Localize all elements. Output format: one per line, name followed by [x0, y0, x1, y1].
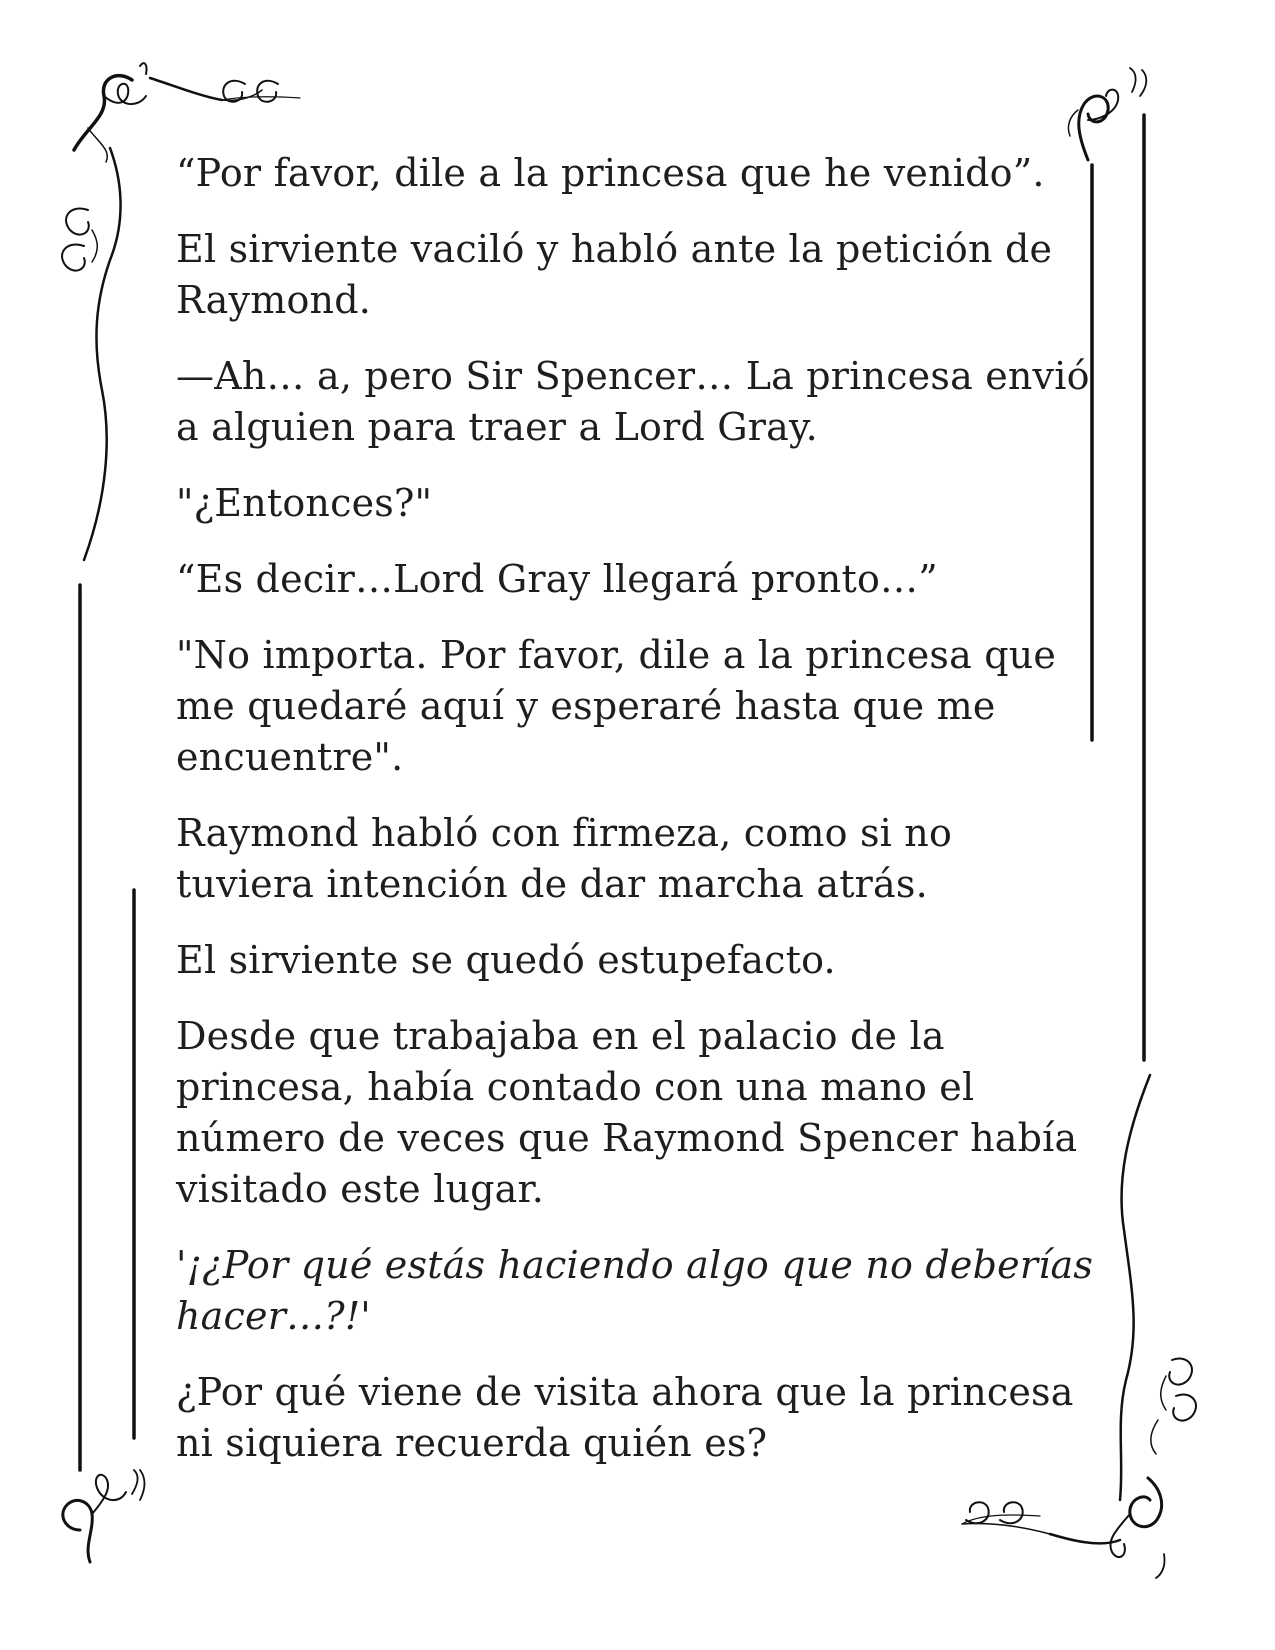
left-swirl-icon	[62, 209, 97, 271]
story-paragraph: "No importa. Por favor, dile a la princesa que me quedaré aquí y esperaré hasta que me encuentre".	[176, 633, 1057, 779]
story-paragraph: “Es decir…Lord Gray llegará pronto…”	[176, 557, 938, 601]
story-paragraph: —Ah… a, pero Sir Spencer… La princesa envió a alguien para traer a Lord Gray.	[176, 354, 1090, 449]
story-paragraph: El sirviente vaciló y habló ante la petición de Raymond.	[176, 227, 1053, 322]
top-right-flourish-icon	[1068, 68, 1146, 160]
italic-thought-paragraph: '¡¿Por qué estás haciendo algo que no deberías hacer…?!'	[176, 1243, 1094, 1338]
left-upper-curve	[84, 148, 121, 560]
story-paragraph: “Por favor, dile a la princesa que he venido”.	[176, 151, 1045, 195]
bottom-left-flourish-icon	[63, 1470, 145, 1562]
right-lower-curve	[1120, 1075, 1150, 1500]
right-swirl-icon	[1151, 1359, 1196, 1454]
story-paragraph: ¿Por qué viene de visita ahora que la princesa ni siquiera recuerda quién es?	[176, 1370, 1074, 1465]
story-paragraph: "¿Entonces?"	[176, 481, 433, 525]
story-paragraph: El sirviente se quedó estupefacto.	[176, 938, 836, 982]
story-paragraph: Desde que trabajaba en el palacio de la princesa, había contado con una mano el número de veces que Raymond Spencer había visitado este lugar.	[176, 1014, 1078, 1211]
story-text	[176, 148, 1096, 1494]
story-paragraph: Raymond habló con firmeza, como si no tuviera intención de dar marcha atrás.	[176, 811, 953, 906]
